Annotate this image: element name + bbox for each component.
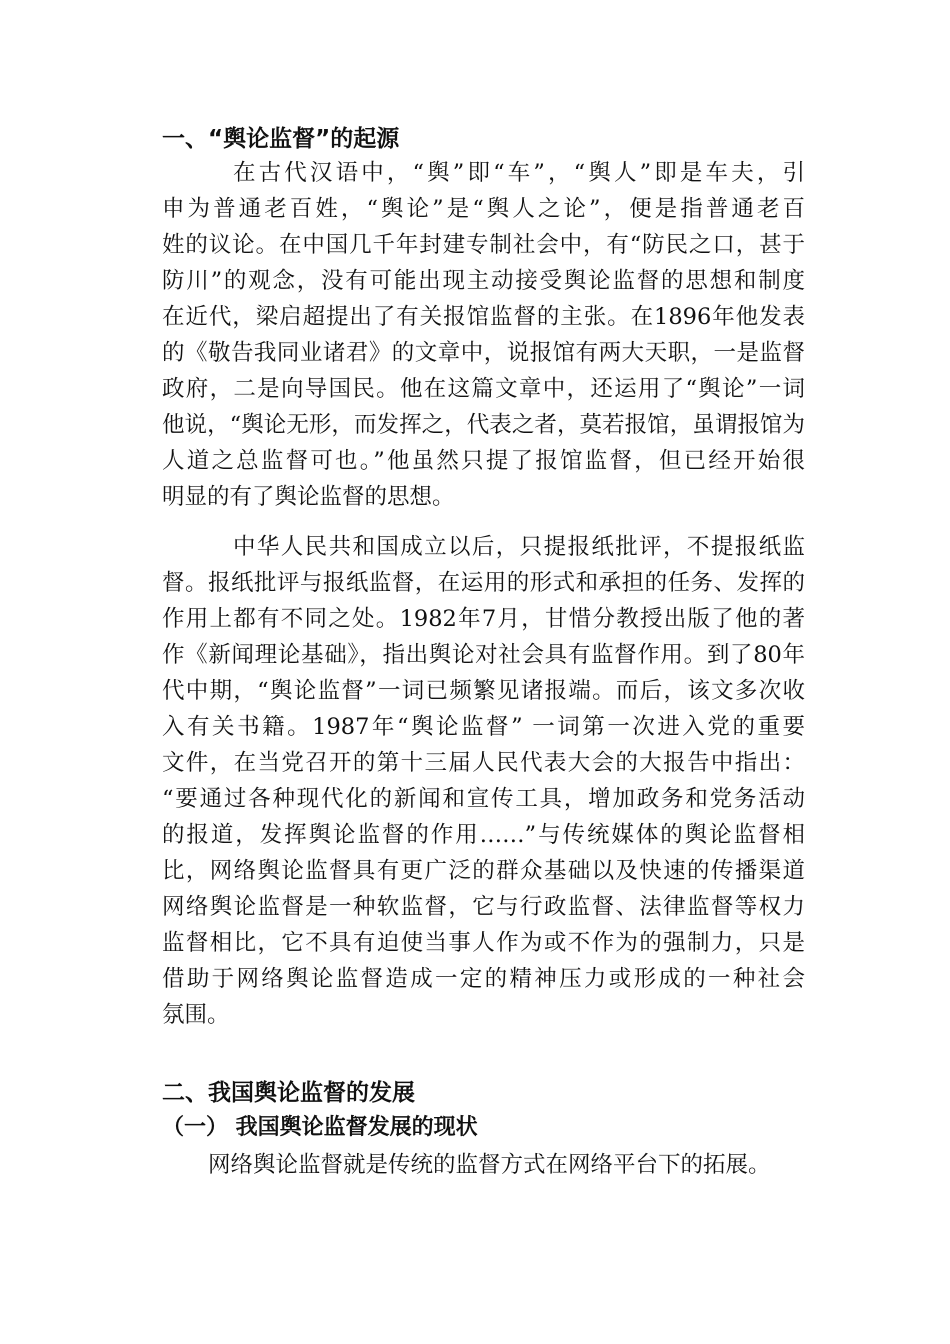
paragraph-line: 中华人民共和国成立以后，只提报纸批评，不提报纸监: [233, 534, 805, 560]
subsection-heading-status: （一） 我国舆论监督发展的现状: [162, 1115, 478, 1140]
paragraph-line: 作用上都有不同之处。1982年7月，甘惜分教授出版了他的著: [162, 606, 805, 632]
section-heading-development: 二、我国舆论监督的发展: [162, 1080, 415, 1106]
paragraph-line: 网络舆论监督是一种软监督，它与行政监督、法律监督等权力: [162, 894, 805, 920]
paragraph-line: 比，网络舆论监督具有更广泛的群众基础以及快速的传播渠道: [162, 858, 805, 884]
section-heading-origin: 一、“舆论监督”的起源: [162, 126, 400, 152]
paragraph-line: 氛围。: [162, 1002, 230, 1028]
paragraph-line: 的报道，发挥舆论监督的作用……”与传统媒体的舆论监督相: [162, 822, 805, 848]
paragraph-line: 姓的议论。在中国几千年封建专制社会中，有“防民之口，甚于: [162, 232, 805, 258]
paragraph-line: 防川”的观念，没有可能出现主动接受舆论监督的思想和制度: [162, 268, 805, 294]
paragraph-line: 在近代，梁启超提出了有关报馆监督的主张。在1896年他发表: [162, 304, 805, 330]
paragraph-line: 作《新闻理论基础》，指出舆论对社会具有监督作用。到了80年: [162, 642, 805, 668]
paragraph-line: 网络舆论监督就是传统的监督方式在网络平台下的拓展。: [208, 1152, 771, 1178]
paragraph-line: “要通过各种现代化的新闻和宣传工具，增加政务和党务活动: [162, 786, 805, 812]
paragraph-line: 督。报纸批评与报纸监督，在运用的形式和承担的任务、发挥的: [162, 570, 805, 596]
paragraph-line: 文件，在当党召开的第十三届人民代表大会的大报告中指出：: [162, 750, 805, 776]
paragraph-line: 入有关书籍。1987年“舆论监督” 一词第一次进入党的重要: [162, 714, 805, 740]
paragraph-line: 借助于网络舆论监督造成一定的精神压力或形成的一种社会: [162, 966, 805, 992]
paragraph-line: 他说，“舆论无形，而发挥之，代表之者，莫若报馆，虽谓报馆为: [162, 412, 805, 438]
paragraph-line: 的《敬告我同业诸君》的文章中，说报馆有两大天职，一是监督: [162, 340, 805, 366]
paragraph-line: 人道之总监督可也。”他虽然只提了报馆监督，但已经开始很: [162, 448, 805, 474]
paragraph-line: 在古代汉语中，“舆”即“车”，“舆人”即是车夫，引: [233, 160, 805, 186]
paragraph-line: 代中期，“舆论监督”一词已频繁见诸报端。而后，该文多次收: [162, 678, 805, 704]
paragraph-line: 政府，二是向导国民。他在这篇文章中，还运用了“舆论”一词: [162, 376, 805, 402]
paragraph-line: 明显的有了舆论监督的思想。: [162, 484, 455, 510]
paragraph-line: 监督相比，它不具有迫使当事人作为或不作为的强制力，只是: [162, 930, 805, 956]
paragraph-line: 申为普通老百姓，“舆论”是“舆人之论”，便是指普通老百: [162, 196, 805, 222]
